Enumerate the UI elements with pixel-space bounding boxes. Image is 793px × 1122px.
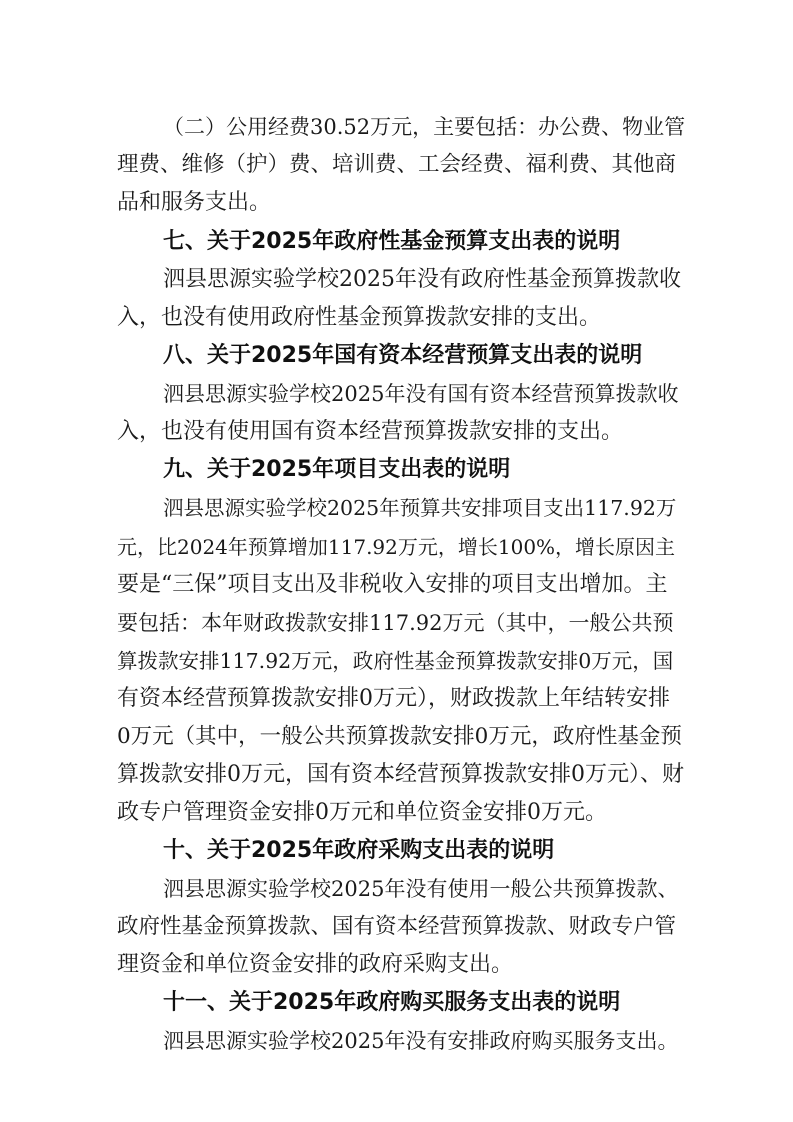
text-line: 泗县思源实验学校2025年没有使用一般公共预算拨款、 bbox=[163, 877, 679, 901]
section-heading: 八、关于2025年国有资本经营预算支出表的说明 bbox=[163, 343, 643, 368]
text-line: 元，比2024年预算增加117.92万元，增长100%，增长原因主 bbox=[117, 535, 676, 559]
text-line: 品和服务支出。 bbox=[117, 190, 272, 215]
text-line: 算拨款安排117.92万元，政府性基金预算拨款安排0万元，国 bbox=[117, 649, 674, 673]
section-heading: 七、关于2025年政府性基金预算支出表的说明 bbox=[163, 229, 621, 254]
text-line: （二）公用经费30.52万元，主要包括：办公费、物业管 bbox=[163, 115, 686, 139]
text-line: 泗县思源实验学校2025年预算共安排项目支出117.92万 bbox=[163, 496, 677, 520]
section-heading: 十一、关于2025年政府购买服务支出表的说明 bbox=[163, 990, 621, 1015]
text-line: 算拨款安排0万元，国有资本经营预算拨款安排0万元）、财 bbox=[117, 762, 684, 787]
text-line: 0万元（其中，一般公共预算拨款安排0万元，政府性基金预 bbox=[117, 724, 682, 749]
text-line: 政府性基金预算拨款、国有资本经营预算拨款、财政专户管 bbox=[117, 914, 677, 939]
text-line: 入，也没有使用国有资本经营预算拨款安排的支出。 bbox=[117, 419, 624, 444]
text-line: 泗县思源实验学校2025年没有政府性基金预算拨款收 bbox=[163, 267, 681, 292]
text-line: 入，也没有使用政府性基金预算拨款安排的支出。 bbox=[117, 305, 602, 330]
text-line: 有资本经营预算拨款安排0万元），财政拨款上年结转安排 bbox=[117, 686, 670, 711]
text-line: 政专户管理资金安排0万元和单位资金安排0万元。 bbox=[117, 800, 607, 825]
text-line: 理资金和单位资金安排的政府采购支出。 bbox=[117, 952, 514, 977]
text-line: 泗县思源实验学校2025年没有安排政府购买服务支出。 bbox=[163, 1029, 679, 1053]
text-line: 理费、维修（护）费、培训费、工会经费、福利费、其他商 bbox=[117, 152, 677, 177]
section-heading: 十、关于2025年政府采购支出表的说明 bbox=[163, 838, 555, 863]
text-line: 泗县思源实验学校2025年没有国有资本经营预算拨款收 bbox=[163, 382, 679, 406]
text-line: 要包括：本年财政拨款安排117.92万元（其中，一般公共预 bbox=[117, 611, 674, 635]
section-heading: 九、关于2025年项目支出表的说明 bbox=[163, 457, 511, 482]
text-line: 要是“三保”项目支出及非税收入安排的项目支出增加。主 bbox=[117, 572, 668, 597]
